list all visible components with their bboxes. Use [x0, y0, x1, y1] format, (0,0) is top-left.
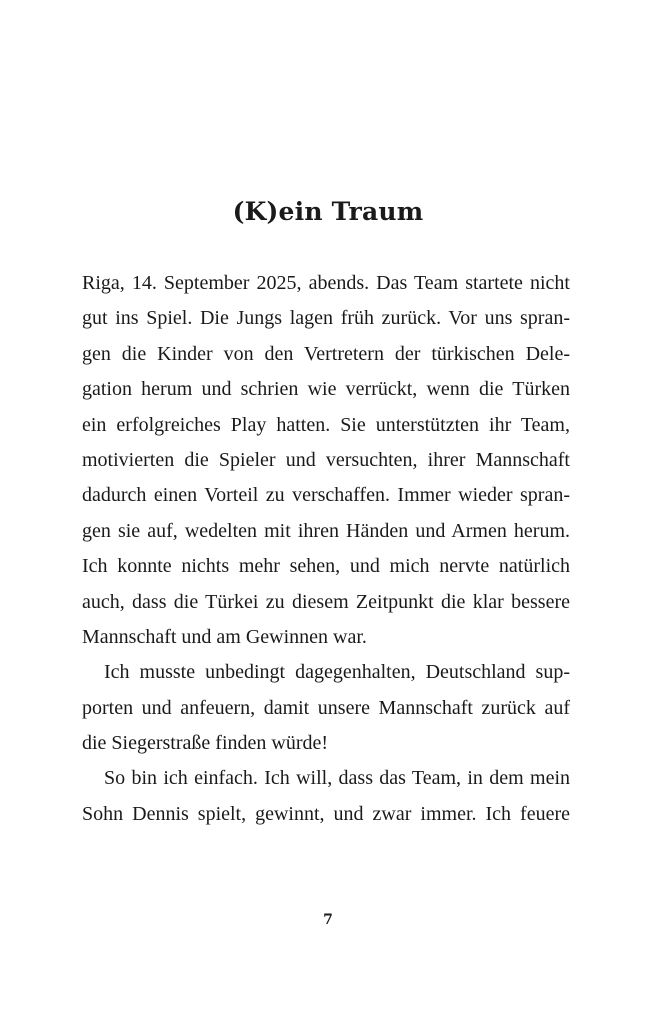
text-line: motivierten die Spieler und versuchten, ihrer Mannschaft	[82, 448, 570, 471]
paragraph	[82, 266, 570, 655]
text-line: gen die Kinder von den Vertretern der türkischen Dele-	[82, 342, 570, 365]
text-line: Riga, 14. September 2025, abends. Das Team startete nicht	[82, 272, 570, 294]
paragraph	[82, 761, 570, 832]
text-line: ein erfolgreiches Play hatten. Sie unterstützten ihr Team,	[82, 413, 570, 436]
paragraph	[82, 655, 570, 761]
text-line: dadurch einen Vorteil zu verschaffen. Immer wieder spran-	[82, 484, 570, 507]
text-line: auch, dass die Türkei zu diesem Zeitpunkt die klar bessere	[82, 590, 570, 613]
text-line: Mannschaft und am Gewinnen war.	[82, 625, 367, 648]
text-line: Ich konnte nichts mehr sehen, und mich nervte natürlich	[82, 555, 570, 578]
text-line: Sohn Dennis spielt, gewinnt, und zwar immer. Ich feuere	[82, 802, 570, 825]
text-line: Ich musste unbedingt dagegenhalten, Deutschland sup-	[104, 661, 570, 684]
text-line: porten und anfeuern, damit unsere Mannschaft zurück auf	[82, 696, 570, 719]
chapter-title: (K)ein Traum	[232, 197, 424, 226]
text-line: gation herum und schrien wie verrückt, wenn die Türken	[82, 378, 570, 401]
page-number: 7	[323, 912, 333, 928]
text-line: die Siegerstraße finden würde!	[82, 732, 329, 755]
text-line: So bin ich einfach. Ich will, dass das Team, in dem mein	[104, 767, 570, 790]
body-text	[82, 266, 570, 832]
text-line: gut ins Spiel. Die Jungs lagen früh zurück. Vor uns spran-	[82, 307, 570, 330]
text-line: gen sie auf, wedelten mit ihren Händen und Armen herum.	[82, 519, 570, 542]
